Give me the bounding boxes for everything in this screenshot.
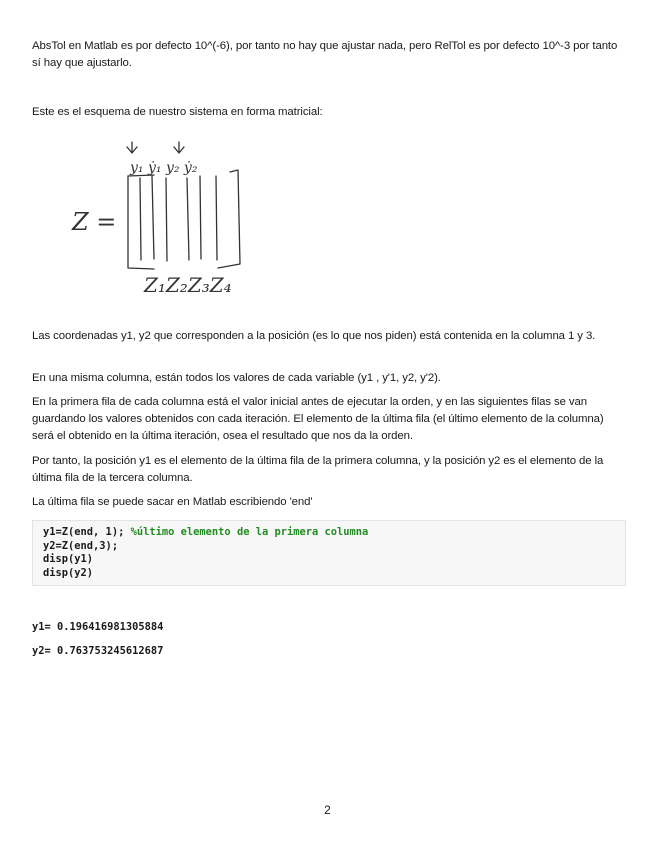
last-row-paragraph: La última fila se puede sacar en Matlab escribiendo 'end' (32, 496, 313, 508)
matrix-top-labels: y₁ ẏ₁ y₂ ẏ₂ (130, 160, 198, 176)
page-number: 2 (324, 803, 331, 817)
abstol-paragraph: AbsTol en Matlab es por defecto 10^(-6), por tanto no hay que ajustar nada, pero RelTol es por defecto 10^-3 por tanto sí hay que ajustarlo. (32, 40, 618, 69)
schema-intro-paragraph: Este es el esquema de nuestro sistema en forma matricial: (32, 106, 323, 118)
first-row-paragraph: En la primera fila de cada columna está el valor inicial antes de ejecutar la orden, y en las siguientes filas se van guardando los valores obtenidos con cada iteración. El elemento de la última fila (el último elemento de la columna) será el obtenido en la última iteración, osea el resultado que nos da la orden. (32, 396, 604, 442)
matrix-bottom-labels: Z₁Z₂Z₃Z₄ (144, 273, 232, 297)
code-line-3: disp(y1) (43, 553, 94, 565)
code-line-4: disp(y2) (43, 566, 94, 579)
same-column-paragraph: En una misma columna, están todos los valores de cada variable (y1 , y'1, y2, y'2). (32, 372, 441, 384)
matrix-sketch (60, 132, 260, 302)
code-line-2: y2=Z(end,3); (43, 539, 119, 552)
output-y2: y2= 0.763753245612687 (32, 645, 164, 657)
code-comment: %último elemento de la primera columna (130, 526, 369, 538)
code-block (32, 520, 626, 586)
therefore-paragraph: Por tanto, la posición y1 es el elemento de la última fila de la primera columna, y la posición y2 es el elemento de la última fila de la tercera columna. (32, 455, 604, 484)
arrow-down-icon (174, 142, 184, 153)
output-y1: y1= 0.196416981305884 (32, 621, 164, 633)
coordinates-paragraph: Las coordenadas y1, y2 que corresponden a la posición (es lo que nos piden) está contenida en la columna 1 y 3. (32, 330, 596, 342)
matrix-z-label: Z = (72, 208, 117, 236)
code-line-1: y1=Z(end, 1); %último elemento de la primera columna (43, 526, 369, 538)
arrow-down-icon (127, 142, 137, 153)
